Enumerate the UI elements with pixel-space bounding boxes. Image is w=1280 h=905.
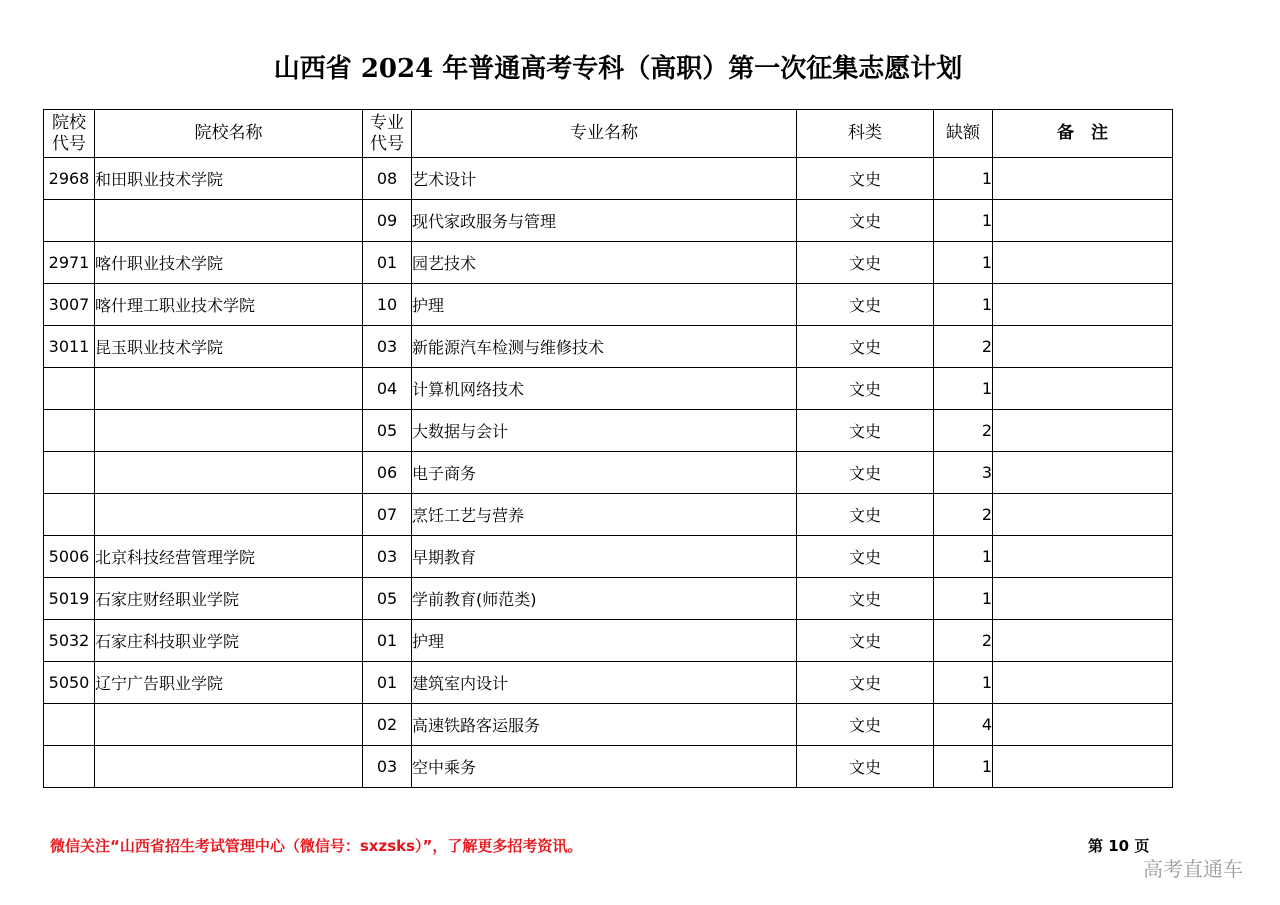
cell-major-code: 10 [363, 284, 412, 326]
cell-subject: 文史 [797, 620, 934, 662]
cell-school-code: 5032 [44, 620, 95, 662]
table-row [44, 746, 1173, 788]
cell-major-code: 09 [363, 200, 412, 242]
cell-school-code [44, 704, 95, 746]
cell-major-name: 空中乘务 [412, 746, 797, 788]
cell-remark [993, 494, 1173, 536]
cell-major-name: 护理 [412, 620, 797, 662]
cell-subject: 文史 [797, 536, 934, 578]
cell-major-code: 01 [363, 242, 412, 284]
cell-school-name [95, 200, 363, 242]
cell-vacancy: 1 [934, 158, 993, 200]
table-row [44, 242, 1173, 284]
table-row [44, 620, 1173, 662]
cell-school-code: 5006 [44, 536, 95, 578]
cell-vacancy: 3 [934, 452, 993, 494]
cell-major-name: 高速铁路客运服务 [412, 704, 797, 746]
cell-vacancy: 1 [934, 242, 993, 284]
cell-remark [993, 578, 1173, 620]
cell-subject: 文史 [797, 494, 934, 536]
cell-school-name: 石家庄财经职业学院 [95, 578, 363, 620]
cell-school-code [44, 368, 95, 410]
cell-major-code: 04 [363, 368, 412, 410]
cell-major-name: 园艺技术 [412, 242, 797, 284]
watermark: 高考直通车 [1143, 857, 1243, 881]
cell-remark [993, 200, 1173, 242]
cell-subject: 文史 [797, 662, 934, 704]
cell-major-code: 05 [363, 410, 412, 452]
cell-remark [993, 704, 1173, 746]
cell-subject: 文史 [797, 242, 934, 284]
cell-major-code: 03 [363, 326, 412, 368]
cell-major-name: 现代家政服务与管理 [412, 200, 797, 242]
cell-subject: 文史 [797, 284, 934, 326]
cell-subject: 文史 [797, 158, 934, 200]
cell-school-code: 2968 [44, 158, 95, 200]
cell-vacancy: 1 [934, 746, 993, 788]
cell-major-name: 新能源汽车检测与维修技术 [412, 326, 797, 368]
cell-school-name: 喀什职业技术学院 [95, 242, 363, 284]
cell-major-name: 烹饪工艺与营养 [412, 494, 797, 536]
cell-school-code: 2971 [44, 242, 95, 284]
cell-major-name: 大数据与会计 [412, 410, 797, 452]
cell-major-code: 08 [363, 158, 412, 200]
cell-major-code: 01 [363, 620, 412, 662]
cell-major-name: 计算机网络技术 [412, 368, 797, 410]
header-major-name: 专业名称 [412, 110, 797, 158]
table-row [44, 200, 1173, 242]
table-row [44, 494, 1173, 536]
table-row [44, 368, 1173, 410]
cell-school-name [95, 410, 363, 452]
cell-subject: 文史 [797, 578, 934, 620]
cell-school-name: 喀什理工职业技术学院 [95, 284, 363, 326]
cell-major-name: 电子商务 [412, 452, 797, 494]
cell-major-code: 03 [363, 536, 412, 578]
cell-vacancy: 2 [934, 494, 993, 536]
cell-vacancy: 1 [934, 200, 993, 242]
cell-school-name [95, 368, 363, 410]
table-row [44, 662, 1173, 704]
cell-school-name: 石家庄科技职业学院 [95, 620, 363, 662]
cell-major-name: 建筑室内设计 [412, 662, 797, 704]
cell-school-code: 3011 [44, 326, 95, 368]
cell-major-name: 艺术设计 [412, 158, 797, 200]
table-header-row [44, 110, 1173, 158]
cell-subject: 文史 [797, 368, 934, 410]
cell-major-code: 03 [363, 746, 412, 788]
header-vacancy: 缺额 [934, 110, 993, 158]
cell-school-name [95, 704, 363, 746]
cell-major-name: 护理 [412, 284, 797, 326]
cell-vacancy: 2 [934, 326, 993, 368]
cell-subject: 文史 [797, 326, 934, 368]
cell-school-name: 辽宁广告职业学院 [95, 662, 363, 704]
table-row [44, 326, 1173, 368]
cell-major-code: 07 [363, 494, 412, 536]
cell-subject: 文史 [797, 200, 934, 242]
cell-major-code: 01 [363, 662, 412, 704]
cell-school-name: 昆玉职业技术学院 [95, 326, 363, 368]
cell-remark [993, 452, 1173, 494]
cell-school-code [44, 200, 95, 242]
cell-vacancy: 2 [934, 410, 993, 452]
table-row [44, 704, 1173, 746]
cell-vacancy: 4 [934, 704, 993, 746]
cell-school-code [44, 746, 95, 788]
cell-remark [993, 158, 1173, 200]
header-school-code: 院校代号 [44, 110, 95, 158]
cell-subject: 文史 [797, 704, 934, 746]
cell-school-name [95, 494, 363, 536]
table-row [44, 158, 1173, 200]
cell-remark [993, 662, 1173, 704]
header-subject: 科类 [797, 110, 934, 158]
cell-major-code: 02 [363, 704, 412, 746]
table-row [44, 578, 1173, 620]
cell-vacancy: 1 [934, 578, 993, 620]
cell-school-name: 北京科技经营管理学院 [95, 536, 363, 578]
cell-school-name: 和田职业技术学院 [95, 158, 363, 200]
cell-remark [993, 284, 1173, 326]
cell-remark [993, 242, 1173, 284]
cell-subject: 文史 [797, 410, 934, 452]
cell-school-code: 5050 [44, 662, 95, 704]
cell-school-code: 3007 [44, 284, 95, 326]
cell-school-name [95, 452, 363, 494]
footer-note: 微信关注“山西省招生考试管理中心（微信号：sxzsks）”，了解更多招考资讯。 [50, 837, 583, 855]
cell-school-code [44, 410, 95, 452]
cell-school-name [95, 746, 363, 788]
cell-remark [993, 368, 1173, 410]
header-school-name: 院校名称 [95, 110, 363, 158]
cell-major-code: 05 [363, 578, 412, 620]
table-row [44, 452, 1173, 494]
cell-school-code [44, 494, 95, 536]
cell-remark [993, 746, 1173, 788]
cell-vacancy: 1 [934, 284, 993, 326]
cell-vacancy: 2 [934, 620, 993, 662]
cell-remark [993, 410, 1173, 452]
plan-table [43, 109, 1173, 788]
page-title: 山西省 2024 年普通高考专科（高职）第一次征集志愿计划 [273, 54, 963, 84]
cell-vacancy: 1 [934, 536, 993, 578]
cell-vacancy: 1 [934, 368, 993, 410]
table-row [44, 284, 1173, 326]
cell-school-code [44, 452, 95, 494]
cell-remark [993, 620, 1173, 662]
table-row [44, 536, 1173, 578]
cell-remark [993, 326, 1173, 368]
header-major-code: 专业代号 [363, 110, 412, 158]
cell-subject: 文史 [797, 452, 934, 494]
cell-major-name: 早期教育 [412, 536, 797, 578]
header-remark: 备 注 [993, 110, 1173, 158]
cell-school-code: 5019 [44, 578, 95, 620]
page-number: 第 10 页 [1088, 837, 1150, 855]
table-row [44, 410, 1173, 452]
cell-major-code: 06 [363, 452, 412, 494]
cell-vacancy: 1 [934, 662, 993, 704]
cell-major-name: 学前教育(师范类) [412, 578, 797, 620]
cell-remark [993, 536, 1173, 578]
cell-subject: 文史 [797, 746, 934, 788]
